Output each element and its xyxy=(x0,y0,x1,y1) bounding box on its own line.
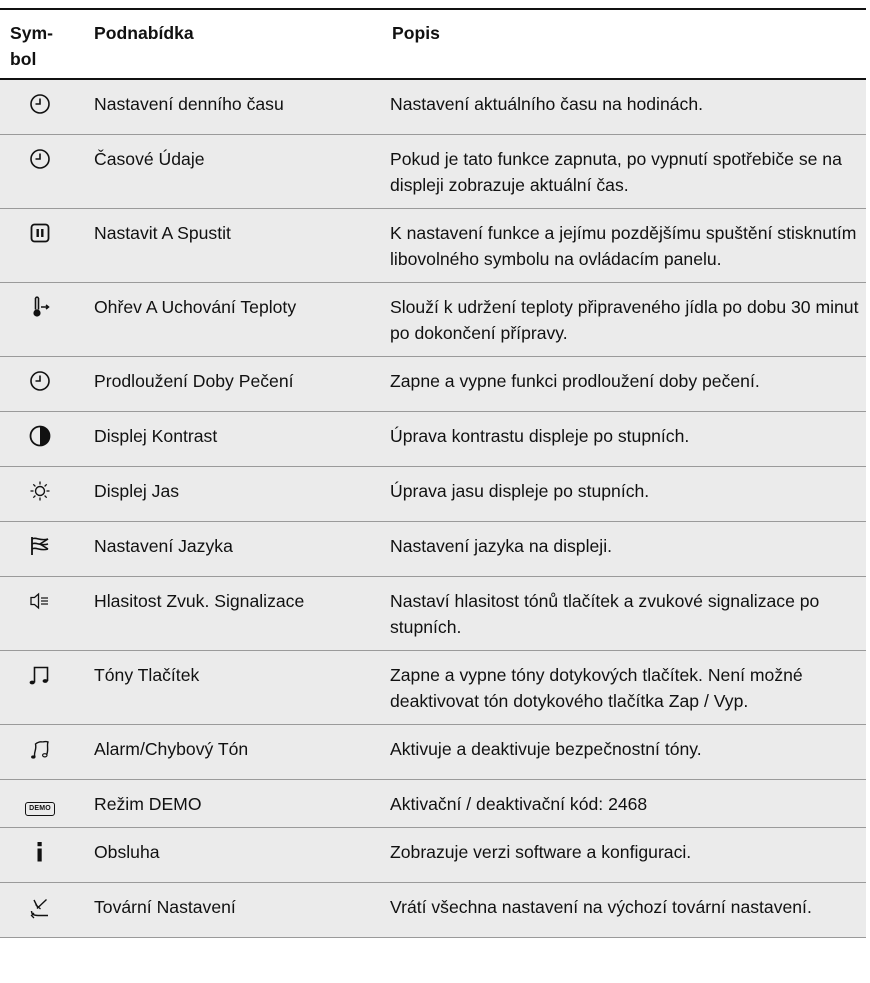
contrast-icon xyxy=(27,423,53,449)
row-description: Úprava jasu displeje po stupních. xyxy=(390,481,650,501)
table-header-row xyxy=(0,10,866,79)
row-description: Zobrazuje verzi software a konfiguraci. xyxy=(390,842,692,862)
clock-icon xyxy=(27,368,53,394)
header-symbol: Sym- bol xyxy=(10,23,54,69)
music-note-icon xyxy=(27,662,53,688)
row-submenu: Hlasitost Zvuk. Signalizace xyxy=(94,591,305,611)
brightness-icon xyxy=(27,478,53,504)
row-description: K nastavení funkce a jejímu pozdějšímu spuštění stisknutím libovolného symbolu na ovládacím panelu. xyxy=(390,223,857,269)
table-row xyxy=(0,651,866,725)
table-row xyxy=(0,135,866,209)
row-description: Nastaví hlasitost tónů tlačítek a zvukové signalizace po stupních. xyxy=(390,591,820,637)
header-description: Popis xyxy=(392,23,440,43)
row-description: Nastavení jazyka na displeji. xyxy=(390,536,612,556)
thermometer-arrow-icon xyxy=(27,294,53,320)
row-description: Vrátí všechna nastavení na výchozí tovární nastavení. xyxy=(390,897,812,917)
table-row xyxy=(0,357,866,412)
row-description: Pokud je tato funkce zapnuta, po vypnutí spotřebiče se na displeji zobrazuje aktuální čas. xyxy=(390,149,842,195)
header-submenu: Podnabídka xyxy=(94,23,194,43)
row-submenu: Obsluha xyxy=(94,842,160,862)
table-row xyxy=(0,209,866,283)
row-submenu: Nastavení denního času xyxy=(94,94,284,114)
table-row xyxy=(0,79,866,135)
row-submenu: Režim DEMO xyxy=(94,794,202,814)
alarm-tone-icon xyxy=(27,736,53,762)
row-submenu: Nastavení Jazyka xyxy=(94,536,233,556)
row-description: Nastavení aktuálního času na hodinách. xyxy=(390,94,703,114)
speaker-icon xyxy=(27,588,53,614)
pause-icon xyxy=(27,220,53,246)
settings-table xyxy=(0,10,866,938)
table-row xyxy=(0,883,866,938)
row-description: Zapne a vypne funkci prodloužení doby pečení. xyxy=(390,371,760,391)
row-description: Zapne a vypne tóny dotykových tlačítek. Není možné deaktivovat tón dotykového tlačítka Zap / Vyp. xyxy=(390,665,803,711)
table-row xyxy=(0,412,866,467)
row-submenu: Alarm/Chybový Tón xyxy=(94,739,249,759)
clock-icon xyxy=(27,146,53,172)
row-description: Aktivační / deaktivační kód: 2468 xyxy=(390,794,648,814)
row-description: Úprava kontrastu displeje po stupních. xyxy=(390,426,690,446)
clock-icon xyxy=(27,91,53,117)
table-row xyxy=(0,828,866,883)
row-submenu: Displej Kontrast xyxy=(94,426,218,446)
row-submenu: Časové Údaje xyxy=(94,149,205,169)
table-row xyxy=(0,577,866,651)
row-submenu: Ohřev A Uchování Teploty xyxy=(94,297,297,317)
info-icon xyxy=(27,839,53,865)
table-row xyxy=(0,725,866,780)
table-row xyxy=(0,522,866,577)
table-row xyxy=(0,283,866,357)
row-submenu: Tóny Tlačítek xyxy=(94,665,200,685)
row-submenu: Nastavit A Spustit xyxy=(94,223,231,243)
demo-icon: DEMO xyxy=(25,802,55,816)
row-submenu: Displej Jas xyxy=(94,481,180,501)
row-description: Aktivuje a deaktivuje bezpečnostní tóny. xyxy=(390,739,702,759)
row-description: Slouží k udržení teploty připraveného jídla po dobu 30 minut po dokončení přípravy. xyxy=(390,297,859,343)
table-row xyxy=(0,780,866,828)
row-submenu: Tovární Nastavení xyxy=(94,897,236,917)
row-submenu: Prodloužení Doby Pečení xyxy=(94,371,294,391)
table-row xyxy=(0,467,866,522)
factory-reset-icon xyxy=(27,894,53,920)
language-flag-icon xyxy=(27,533,53,559)
